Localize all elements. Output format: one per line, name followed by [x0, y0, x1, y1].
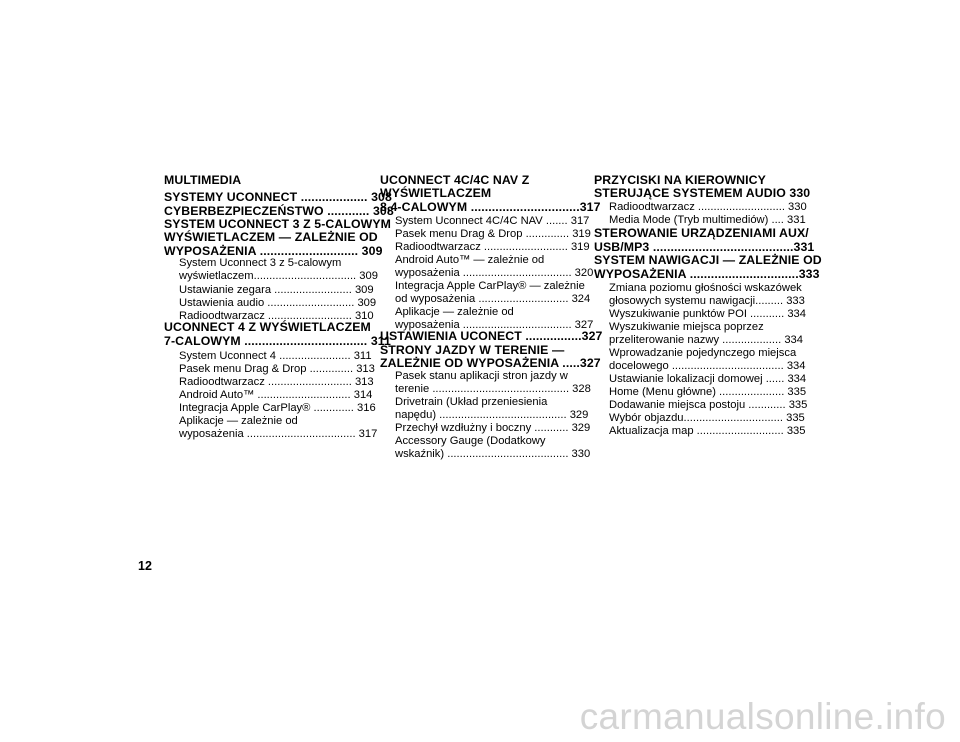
toc-heading: SYSTEM UCONNECT 3 Z 5-CALOWYM — [164, 217, 391, 231]
toc-entry: wyświetlaczem................................. 309 — [179, 270, 378, 282]
toc-heading: WYŚWIETLACZEM — [380, 186, 492, 200]
toc-heading: 7-CALOWYM ................................... 311 — [164, 334, 391, 348]
toc-entry: Wprowadzanie pojedynczego miejsca — [609, 347, 797, 359]
toc-entry: Wyszukiwanie punktów POI ........... 334 — [609, 308, 807, 320]
toc-entry: System Uconnect 3 z 5-calowym — [179, 257, 342, 269]
toc-entry: głosowych systemu nawigacji......... 333 — [609, 295, 805, 307]
toc-entry: Wyszukiwanie miejsca poprzez — [609, 321, 764, 333]
toc-entry: terenie ............................................ 328 — [395, 383, 591, 395]
toc-entry: przeliterowanie nazwy ................... 334 — [609, 334, 804, 346]
watermark: carmanualsonline.info — [579, 696, 946, 737]
toc-heading: WYPOSAŻENIA ............................ 309 — [164, 244, 383, 258]
toc-heading: ZALEŻNIE OD WYPOSAŻENIA .....327 — [380, 356, 601, 370]
toc-heading: USTAWIENIA UCONECT ................327 — [380, 329, 603, 343]
toc-entry: System Uconnect 4C/4C NAV ....... 317 — [395, 215, 590, 227]
toc-heading: SYSTEM NAWIGACJI — ZALEŻNIE OD — [594, 253, 822, 267]
toc-heading: WYŚWIETLACZEM — ZALEŻNIE OD — [164, 230, 378, 244]
toc-entry: Radioodtwarzacz ........................... 310 — [179, 310, 374, 322]
toc-entry: Aktualizacja map ............................ 335 — [609, 425, 806, 437]
toc-entry: Aplikacje — zależnie od — [179, 415, 298, 427]
toc-heading: WYPOSAŻENIA ...............................333 — [594, 267, 820, 281]
toc-heading: STEROWANIE URZĄDZENIAMI AUX/ — [594, 226, 809, 240]
toc-heading: UCONNECT 4 Z WYŚWIETLACZEM — [164, 320, 371, 334]
toc-heading: MULTIMEDIA — [164, 173, 242, 187]
toc-entry: napędu) ......................................... 329 — [395, 409, 589, 421]
toc-entry: Dodawanie miejsca postoju ............ 335 — [609, 399, 808, 411]
toc-heading: CYBERBEZPIECZEŃSTWO ............ 308 — [164, 204, 394, 218]
toc-heading: STERUJĄCE SYSTEMEM AUDIO 330 — [594, 186, 811, 200]
toc-entry: System Uconnect 4 ....................... 311 — [179, 350, 372, 362]
toc-entry: wyposażenia ................................... 317 — [179, 428, 378, 440]
toc-entry: Integracja Apple CarPlay® — zależnie — [395, 280, 585, 292]
toc-heading: 8,4-CALOWYM ...............................317 — [380, 200, 601, 214]
toc-entry: Drivetrain (Układ przeniesienia — [395, 396, 548, 408]
toc-entry: Ustawianie zegara ......................... 309 — [179, 284, 374, 296]
toc-entry: Wybór objazdu................................ 335 — [609, 412, 805, 424]
toc-entry: wyposażenia ................................... 320 — [395, 267, 594, 279]
toc-entry: od wyposażenia ............................. 324 — [395, 293, 591, 305]
toc-heading: SYSTEMY UCONNECT ................... 308 — [164, 190, 392, 204]
toc-entry: Pasek menu Drag & Drop .............. 319 — [395, 228, 591, 240]
toc-entry: Radioodtwarzacz ........................... 319 — [395, 241, 590, 253]
toc-entry: Radioodtwarzacz ........................... 313 — [179, 376, 374, 388]
toc-entry: docelowego .................................... 334 — [609, 360, 806, 372]
toc-heading: STRONY JAZDY W TERENIE — — [380, 343, 565, 357]
toc-entry: Zmiana poziomu głośności wskazówek — [609, 282, 802, 294]
toc-entry: Przechył wzdłużny i boczny ........... 329 — [395, 422, 591, 434]
toc-entry: Android Auto™ .............................. 314 — [179, 389, 373, 401]
toc-heading: PRZYCISKI NA KIEROWNICY — [594, 173, 766, 187]
page-number: 12 — [138, 559, 152, 573]
toc-entry: Pasek stanu aplikacji stron jazdy w — [395, 370, 568, 382]
toc-entry: Accessory Gauge (Dodatkowy — [395, 435, 546, 447]
toc-entry: Media Mode (Tryb multimediów) .... 331 — [609, 214, 806, 226]
toc-entry: Ustawienia audio ............................ 309 — [179, 297, 377, 309]
toc-entry: Radioodtwarzacz ............................ 330 — [609, 201, 807, 213]
toc-entry: Aplikacje — zależnie od — [395, 306, 514, 318]
toc-entry: Integracja Apple CarPlay® ............. 316 — [179, 402, 376, 414]
toc-heading: UCONNECT 4C/4C NAV Z — [380, 173, 530, 187]
toc-entry: Pasek menu Drag & Drop .............. 313 — [179, 363, 375, 375]
toc-entry: Ustawianie lokalizacji domowej ...... 334 — [609, 373, 807, 385]
toc-heading: USB/MP3 ........................................331 — [594, 240, 815, 254]
toc-entry: Android Auto™ — zależnie od — [395, 254, 545, 266]
toc-entry: wskaźnik) ....................................... 330 — [395, 448, 591, 460]
toc-entry: Home (Menu główne) ..................... 335 — [609, 386, 807, 398]
toc-entry: wyposażenia ................................... 327 — [395, 319, 594, 331]
